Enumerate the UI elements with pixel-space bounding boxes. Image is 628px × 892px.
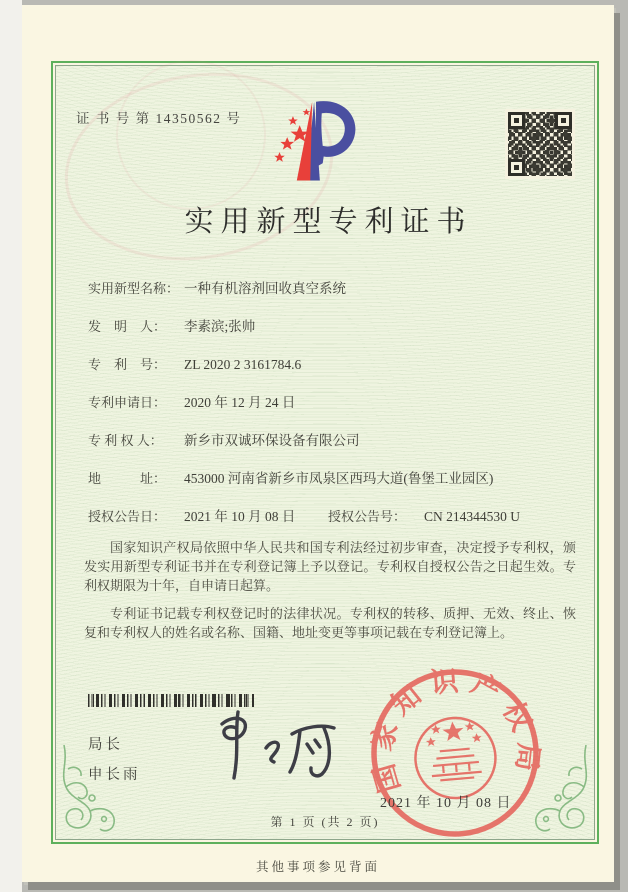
- field-label: 专 利 号：: [88, 357, 167, 372]
- field-row-grant: [88, 506, 568, 528]
- field-value: 一种有机溶剂回收真空系统: [184, 281, 346, 296]
- certificate-border-frame: [51, 61, 599, 844]
- back-side-note: 其他事项参见背面: [255, 860, 380, 874]
- field-list: [88, 278, 568, 544]
- grant-no-pair: [328, 509, 520, 524]
- qr-finder-icon: [508, 159, 525, 176]
- field-label: 专利申请日：: [88, 395, 167, 410]
- signer-name: 申长雨: [88, 767, 141, 783]
- legal-paragraph-1: 国家知识产权局依照中华人民共和国专利法经过初步审查，决定授予专利权，颁发实用新型专利证书并在专利登记簿上予以登记。专利权自授权公告之日起生效。专利权期限为十年，自申请日起算。: [84, 540, 576, 593]
- field-value: 453000 河南省新乡市凤泉区西玛大道(鲁堡工业园区): [184, 471, 494, 486]
- seal-date: 2021 年 10 月 08 日: [380, 796, 512, 811]
- ghost-seal-watermark-2: [116, 60, 266, 210]
- field-row-filing-date: [88, 392, 568, 414]
- page-number: 第 1 页 (共 2 页): [270, 815, 380, 829]
- field-label: 地 址：: [88, 471, 167, 486]
- field-row-inventor: [88, 316, 568, 338]
- signature-script-icon: [194, 704, 354, 796]
- qr-code-icon: [505, 109, 575, 179]
- field-value: 李素滨;张帅: [184, 319, 256, 334]
- cnipa-patent-logo-icon: [268, 96, 364, 192]
- field-label: 发 明 人：: [88, 319, 167, 334]
- corner-flourish-icon: [58, 741, 128, 837]
- certificate-number: 证 书 号 第 14350562 号: [76, 111, 242, 126]
- field-value: 2021 年 10 月 08 日: [184, 509, 296, 524]
- field-value: CN 214344530 U: [424, 509, 521, 524]
- grant-date-pair: [88, 506, 328, 528]
- field-row-patent-no: [88, 354, 568, 376]
- seal-ring-text: 国家知识产权局: [366, 665, 544, 796]
- field-label: 实用新型名称：: [88, 281, 180, 296]
- field-row-name: [88, 278, 568, 300]
- field-label: 专 利 权 人：: [88, 433, 163, 448]
- qr-finder-icon: [555, 112, 572, 129]
- corner-flourish-icon: [522, 741, 592, 837]
- field-row-address: [88, 468, 568, 490]
- certificate-body: [55, 65, 595, 840]
- field-label: 授权公告日：: [88, 509, 167, 524]
- field-value: 新乡市双诚环保设备有限公司: [184, 433, 360, 448]
- certificate-title: 实用新型专利证书: [184, 206, 473, 238]
- qr-pattern: [508, 112, 572, 176]
- qr-finder-icon: [508, 112, 525, 129]
- signer-role: 局长: [88, 737, 123, 753]
- field-value: ZL 2020 2 3161784.6: [184, 357, 302, 372]
- field-label: 授权公告号：: [328, 509, 407, 524]
- field-row-patentee: [88, 430, 568, 452]
- legal-text: [84, 538, 576, 651]
- scanned-certificate-page: [22, 5, 614, 882]
- field-value: 2020 年 12 月 24 日: [184, 395, 296, 410]
- legal-paragraph-2: 专利证书记载专利权登记时的法律状况。专利权的转移、质押、无效、终止、恢复和专利权人的姓名或名称、国籍、地址变更等事项记载在专利登记簿上。: [84, 606, 576, 640]
